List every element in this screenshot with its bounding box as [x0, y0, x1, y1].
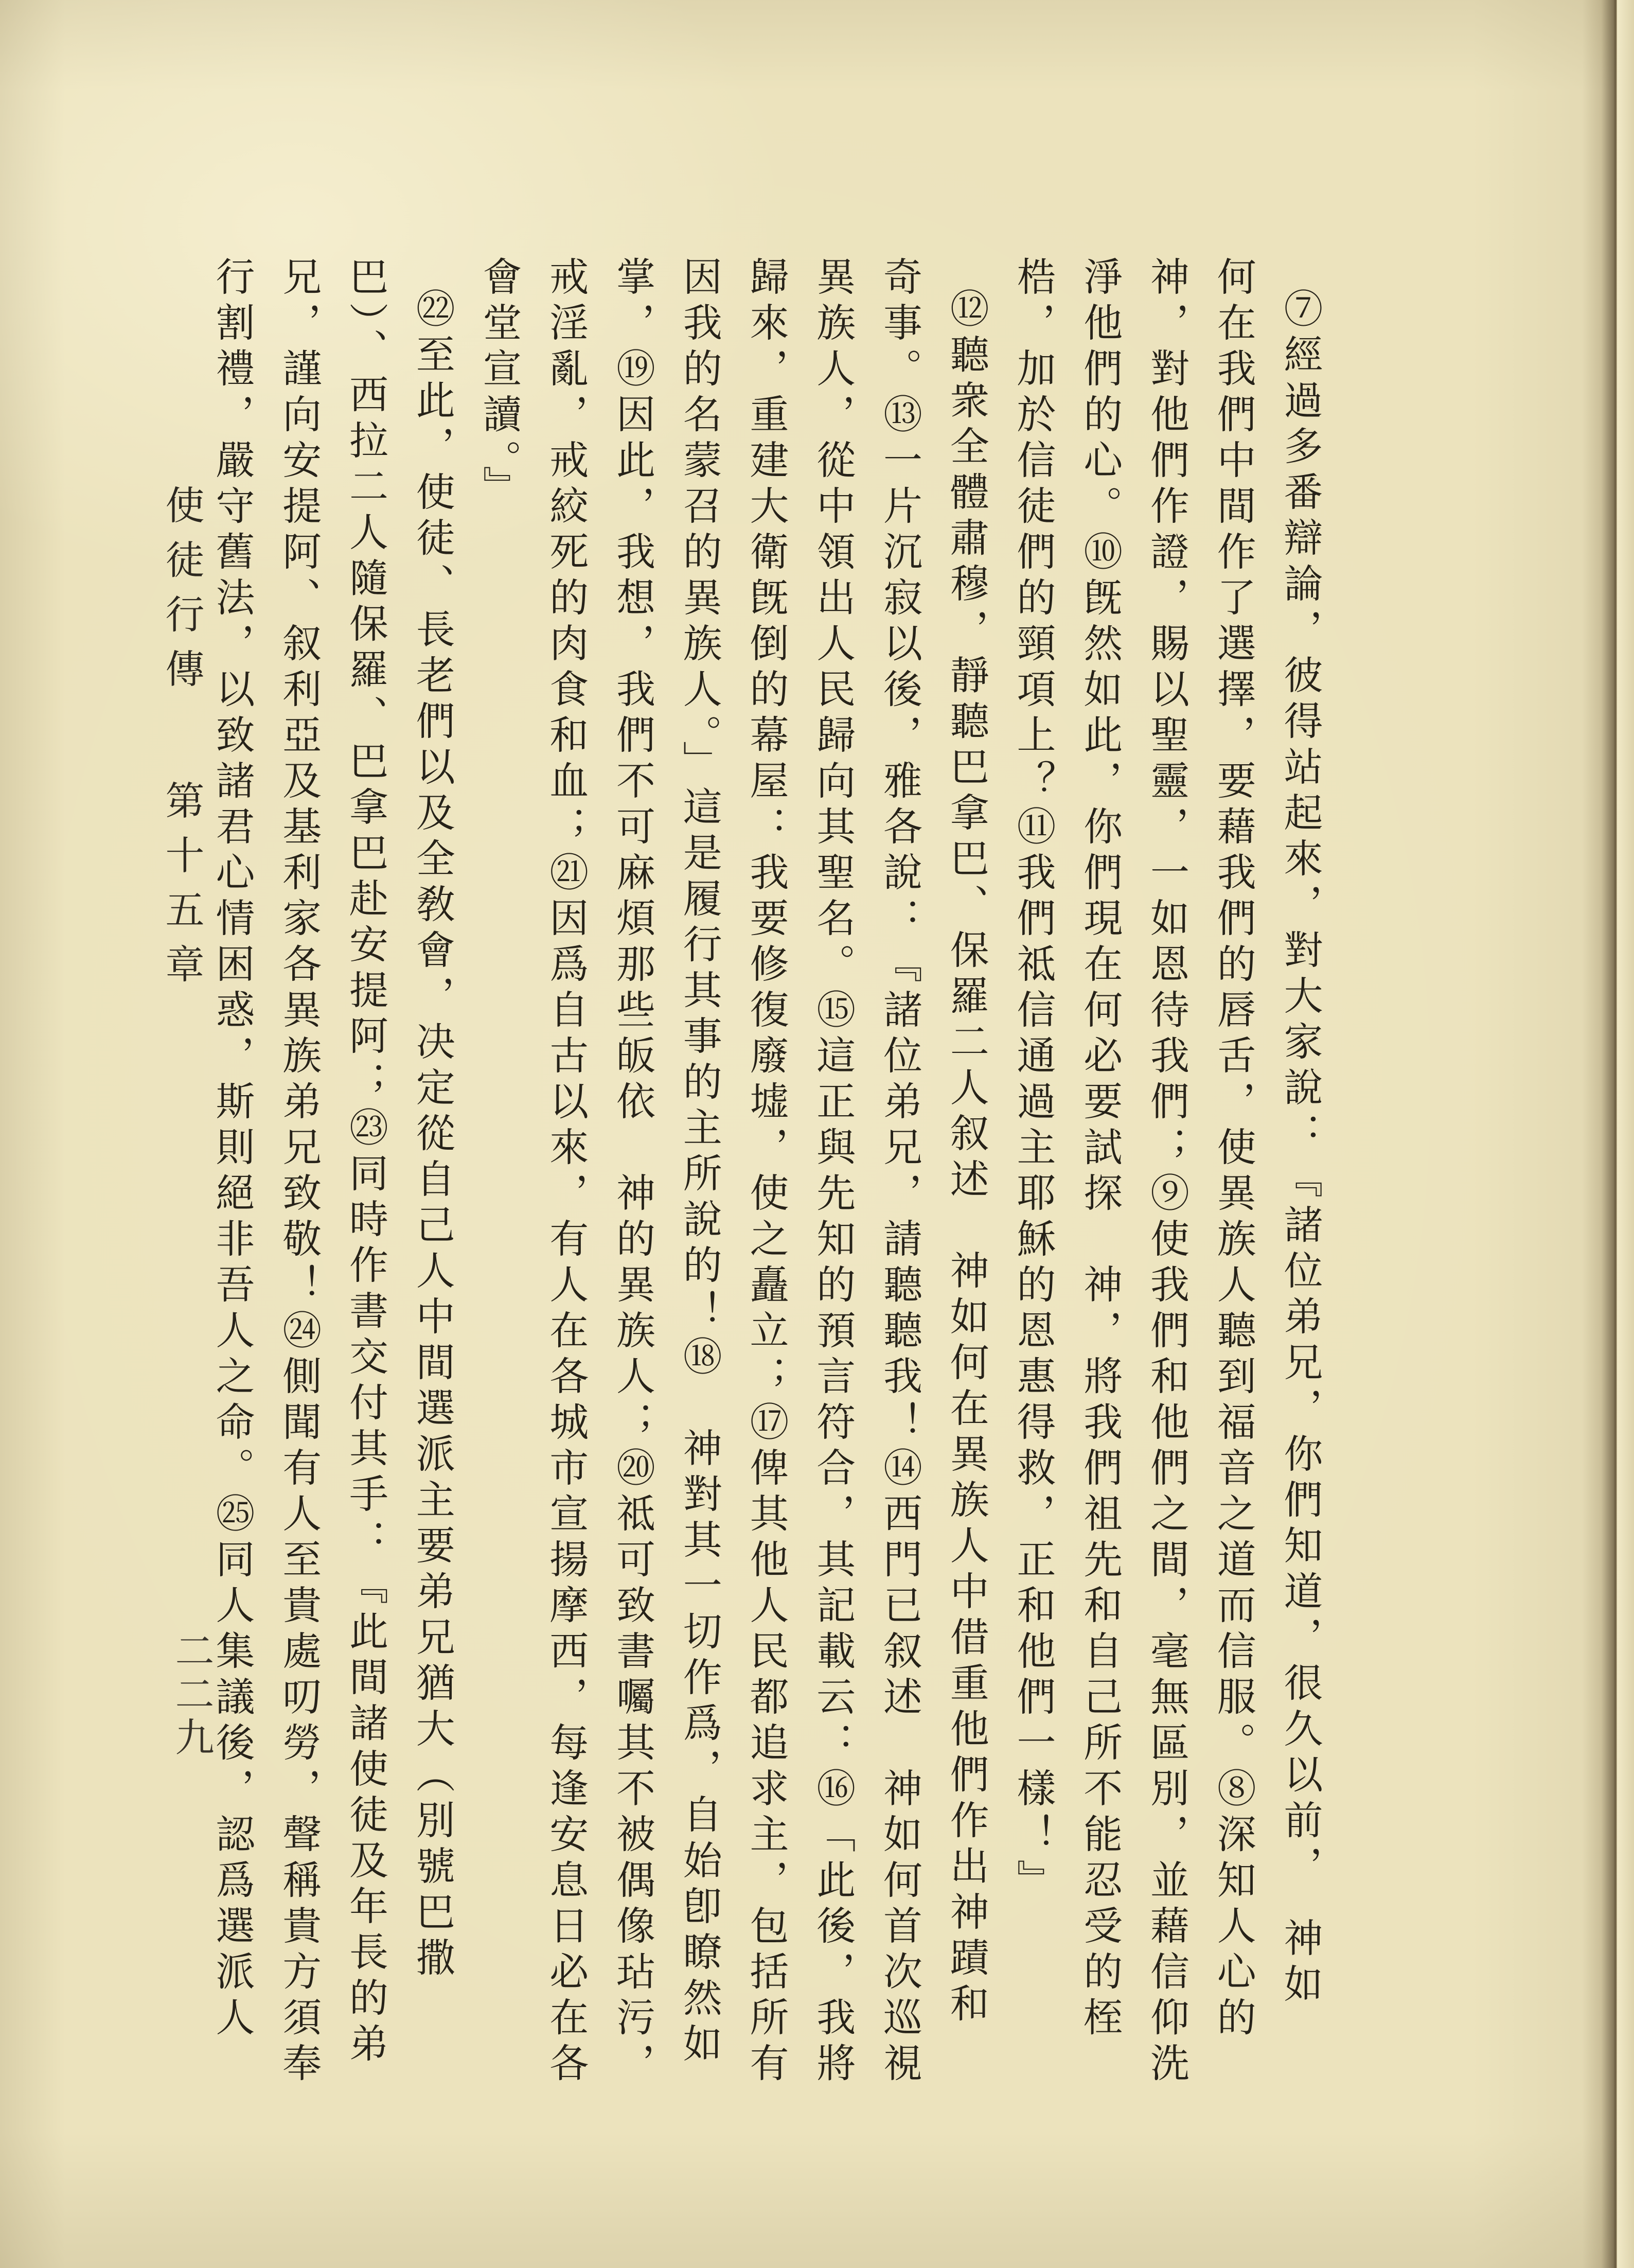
text-column-6: ⑫聽衆全體肅穆，靜聽巴拿巴、保羅二人叙述 神如何在異族人中借重他們作出神蹟和 — [944, 288, 988, 2029]
page-number: 二二九 — [169, 1630, 212, 1760]
page-edge-shadow — [1582, 0, 1617, 2268]
text-column-8: 異族人，從中領出人民歸向其聖名。⑮這正與先知的預言符合，其記載云：⑯「此後，我將 — [810, 256, 854, 2088]
text-column-4: 淨他們的心。⑩旣然如此，你們現在何必要試探 神，將我們祖先和自己所不能忍受的桎 — [1077, 256, 1121, 2043]
adjacent-page-edge — [1617, 0, 1634, 2268]
text-column-5: 梏，加於信徒們的頸項上？⑪我們祗信通過主耶穌的恩惠得救，正和他們一樣！』 — [1011, 256, 1054, 1905]
text-column-13: 會堂宣讀。』 — [477, 256, 520, 512]
text-column-1: ⑦經過多番辯論，彼得站起來，對大家說：『諸位弟兄，你們知道，很久以前， 神如 — [1278, 288, 1321, 2009]
text-column-17: 行割禮，嚴守舊法，以致諸君心情困惑，斯則絕非吾人之命。㉕同人集議後，認爲選派人 — [210, 256, 253, 2043]
text-column-10: 因我的名蒙召的異族人。」這是履行其事的主所說的！⑱ 神對其一切作爲，自始卽瞭然如 — [677, 256, 721, 2069]
book-title: 使徒行傳 — [159, 485, 203, 703]
text-block — [207, 256, 1324, 2109]
running-header — [156, 485, 206, 998]
text-column-11: 掌，⑲因此，我想，我們不可麻煩那些皈依 神的異族人；⑳祗可致書囑其不被偶像玷污， — [610, 256, 654, 2088]
text-column-12: 戒淫亂，戒絞死的肉食和血；㉑因爲自古以來，有人在各城市宣揚摩西，每逢安息日必在各 — [543, 256, 587, 2088]
text-column-7: 奇事。⑬一片沉寂以後，雅各說：『諸位弟兄，請聽聽我！⑭西門已叙述 神如何首次巡視 — [877, 256, 921, 2088]
text-column-15: 巴）、西拉二人隨保羅、巴拿巴赴安提阿；㉓同時作書交付其手：『此間諸使徒及年長的弟 — [343, 256, 387, 2069]
text-column-2: 何在我們中間作了選擇，要藉我們的唇舌，使異族人聽到福音之道而信服。⑧深知人心的 — [1211, 256, 1255, 2043]
text-column-3: 神，對他們作證，賜以聖靈，一如恩待我們；⑨使我們和他們之間，毫無區別，並藉信仰洗 — [1144, 256, 1188, 2088]
text-column-14: ㉒至此，使徒、長老們以及全敎會，决定從自己人中間選派主要弟兄猶大（別號巴撒 — [410, 288, 454, 1983]
text-column-16: 兄，謹向安提阿、叙利亞及基利家各異族弟兄致敬！㉔側聞有人至貴處叨勞，聲稱貴方須奉 — [276, 256, 320, 2088]
text-column-9: 歸來，重建大衛旣倒的幕屋：我要修復廢墟，使之矗立；⑰俾其他人民都追求主，包括所有 — [744, 256, 787, 2088]
chapter-title: 第十五章 — [159, 780, 203, 998]
